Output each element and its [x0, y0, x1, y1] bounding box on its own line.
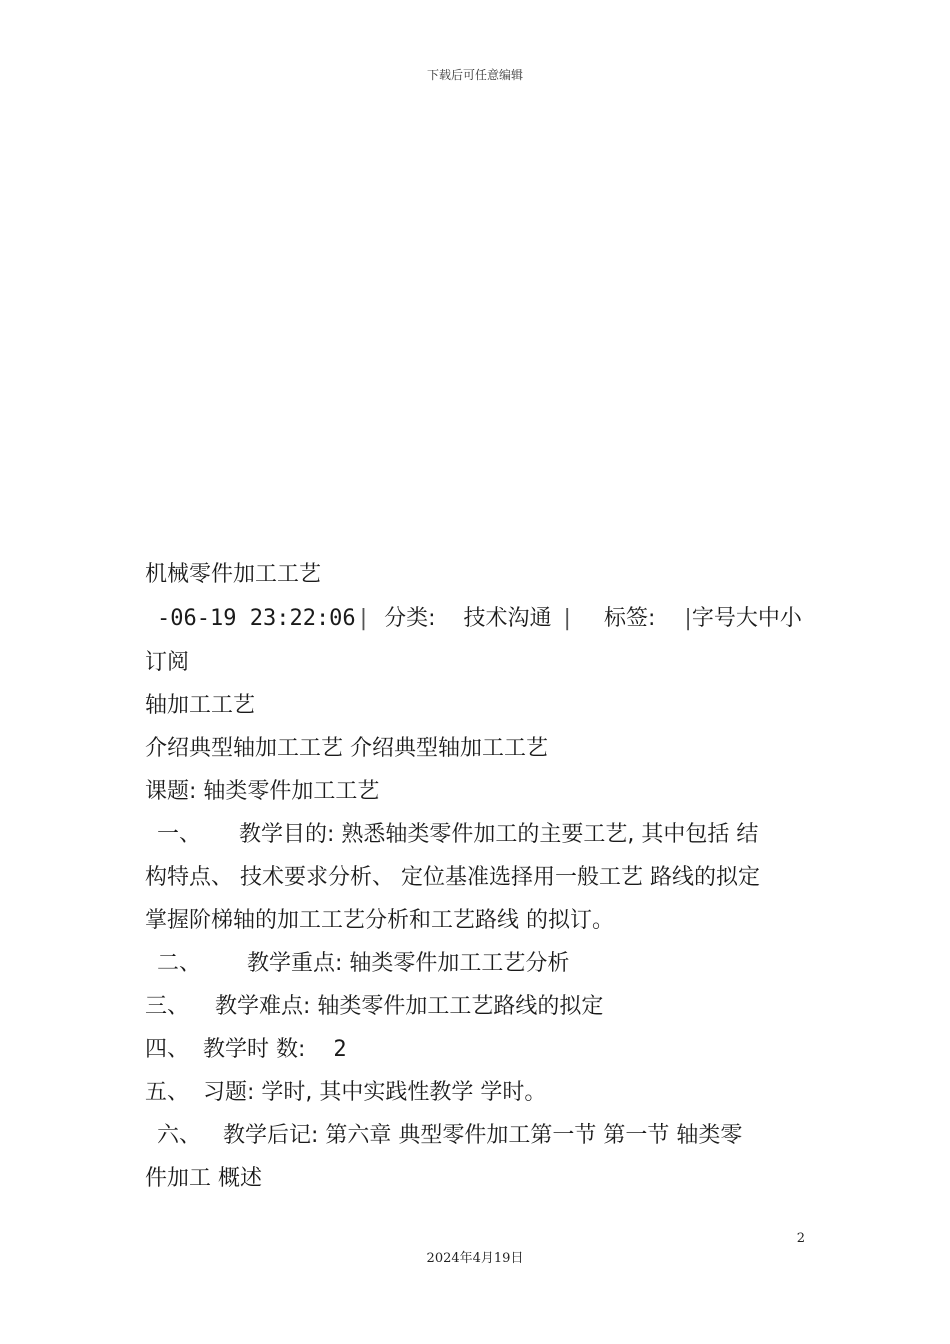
section-heading: 轴加工工艺	[145, 693, 256, 718]
header-note: 下载后可任意编辑	[426, 68, 523, 82]
intro-line: 介绍典型轴加工工艺 介绍典型轴加工工艺	[145, 736, 548, 761]
subscribe-link[interactable]: 订阅	[145, 650, 190, 675]
item-text: 教学难点: 轴类零件加工工艺路线的拟定	[215, 994, 604, 1019]
article-body	[145, 553, 815, 1200]
item-six	[145, 1114, 815, 1157]
page-number: 2	[796, 1231, 805, 1246]
post-datetime: -06-19 23:22:06	[157, 606, 356, 631]
item-number: 五、	[145, 1080, 190, 1105]
item-value: 2	[333, 1037, 347, 1062]
item-three	[145, 985, 815, 1028]
footer-date: 2024年4月19日	[426, 1251, 524, 1266]
tags-label: 标签:	[603, 606, 656, 631]
item-one-continued: 构特点、 技术要求分析、 定位基准选择用一般工艺 路线的拟定	[145, 865, 760, 890]
item-number: 三、	[145, 994, 190, 1019]
item-six-continued: 件加工 概述	[145, 1166, 262, 1191]
meta-divider: |	[684, 606, 692, 631]
item-one-continued: 掌握阶梯轴的加工工艺分析和工艺路线 的拟订。	[145, 908, 614, 933]
item-text: 教学时 数:	[203, 1037, 306, 1062]
item-text: 教学目的: 熟悉轴类零件加工的主要工艺, 其中包括 结	[239, 822, 759, 847]
meta-divider: |	[359, 606, 368, 631]
item-text: 教学后记: 第六章 典型零件加工第一节 第一节 轴类零	[223, 1123, 743, 1148]
item-five	[145, 1071, 815, 1114]
item-number: 二、	[157, 951, 202, 976]
item-number: 四、	[145, 1037, 190, 1062]
topic-line: 课题: 轴类零件加工工艺	[145, 779, 380, 804]
category-link[interactable]: 技术沟通	[463, 606, 552, 631]
font-size-switch[interactable]: 字号大中小	[691, 606, 802, 631]
meta-divider: |	[563, 606, 571, 631]
item-two	[145, 942, 815, 985]
article-meta	[145, 596, 815, 641]
item-four	[145, 1028, 815, 1071]
item-number: 六、	[157, 1123, 202, 1148]
article-title: 机械零件加工工艺	[145, 562, 322, 587]
item-one	[145, 813, 815, 856]
item-text: 教学重点: 轴类零件加工工艺分析	[247, 951, 570, 976]
item-text: 习题: 学时, 其中实践性教学 学时。	[203, 1080, 547, 1105]
category-label: 分类:	[384, 606, 436, 631]
item-number: 一、	[157, 822, 202, 847]
